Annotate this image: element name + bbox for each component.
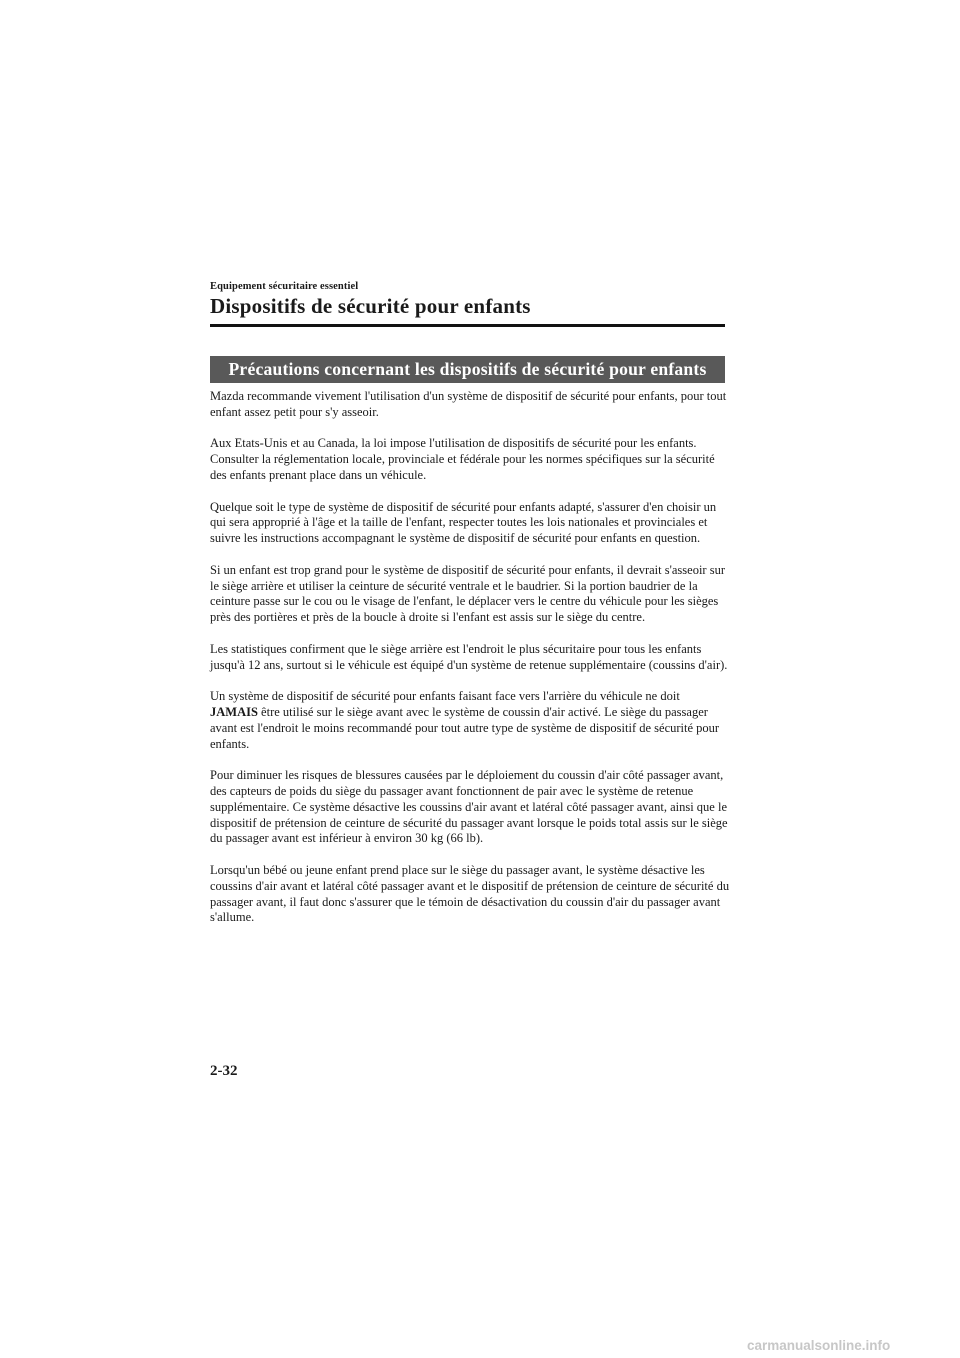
paragraph-7: Pour diminuer les risques de blessures causées par le déploiement du coussin d'air côté passager avant, des capteurs de poids du siège du passager avant fonctionnent de pair avec le système de retenue supplémentaire. Ce système désactive les coussins d'air avant et latéral côté passager avant, ainsi que le dispositif de prétension de ceinture de sécurité du passager avant lorsque le poids total assis sur le siège du passager avant est inférieur à environ 30 kg (66 lb). [210,768,728,846]
paragraph-2 [210,436,730,483]
section-banner: Précautions concernant les dispositifs de sécurité pour enfants [210,356,725,383]
paragraph-5: Les statistiques confirment que le siège arrière est l'endroit le plus sécuritaire pour tous les enfants jusqu'à 12 ans, surtout si le véhicule est équipé d'un système de retenue supplémentaire (coussins d'air). [210,641,728,672]
paragraph-3: Quelque soit le type de système de dispositif de sécurité pour enfants adapté, s'assurer d'en choisir un qui sera approprié à l'âge et la taille de l'enfant, respecter toutes les lois nationales et provinciales et suivre les instructions accompagnant le système de dispositif de sécurité pour enfants en question. [210,499,717,546]
paragraph-6-start: Un système de dispositif de sécurité pour enfants faisant face vers l'arrière du véhicule ne doit [210,689,680,704]
page-number: 2-32 [210,1063,238,1079]
paragraph-6 [210,689,730,752]
paragraph-1: Mazda recommande vivement l'utilisation d'un système de dispositif de sécurité pour enfants, pour tout enfant assez petit pour s'y asseoir. [210,389,727,419]
paragraph-2-line-b: Consulter la réglementation locale, provinciale et fédérale pour les normes spécifiques sur la sécurité des enfants prenant place dans un véhicule. [210,452,715,482]
paragraph-2-line-a: Aux Etats-Unis et au Canada, la loi impose l'utilisation de dispositifs de sécurité pour les enfants. [210,436,697,451]
paragraph-8: Lorsqu'un bébé ou jeune enfant prend place sur le siège du passager avant, le système désactive les coussins d'air avant et latéral côté passager avant et le dispositif de prétension de ceinture de sécurité du passager avant, il faut donc s'assurer que le témoin de désactivation du coussin d'air du passager avant s'allume. [210,862,730,925]
watermark-text[interactable]: carmanualsonline.info [747,1338,891,1353]
paragraph-4: Si un enfant est trop grand pour le système de dispositif de sécurité pour enfants, il devrait s'asseoir sur le siège arrière et utiliser la ceinture de sécurité ventrale et le baudrier. Si la portion baudrier de la ceinture passe sur le cou ou le visage de l'enfant, le déplacer vers le centre du véhicule pour les sièges près des portières et près de la boucle à droite si l'enfant est assis sur le siège du centre. [210,562,725,625]
emphasis-jamais: JAMAIS [210,704,258,719]
section-label: Equipement sécuritaire essentiel [210,281,359,292]
paragraph-6-end: être utilisé sur le siège avant avec le système de coussin d'air activé. Le siège du passager avant est l'endroit le moins recommandé pour tout autre type de système de dispositif de sécurité pour enfants. [210,704,720,751]
body-text [210,389,730,942]
chapter-title: Dispositifs de sécurité pour enfants [210,294,531,318]
title-divider [210,324,725,327]
